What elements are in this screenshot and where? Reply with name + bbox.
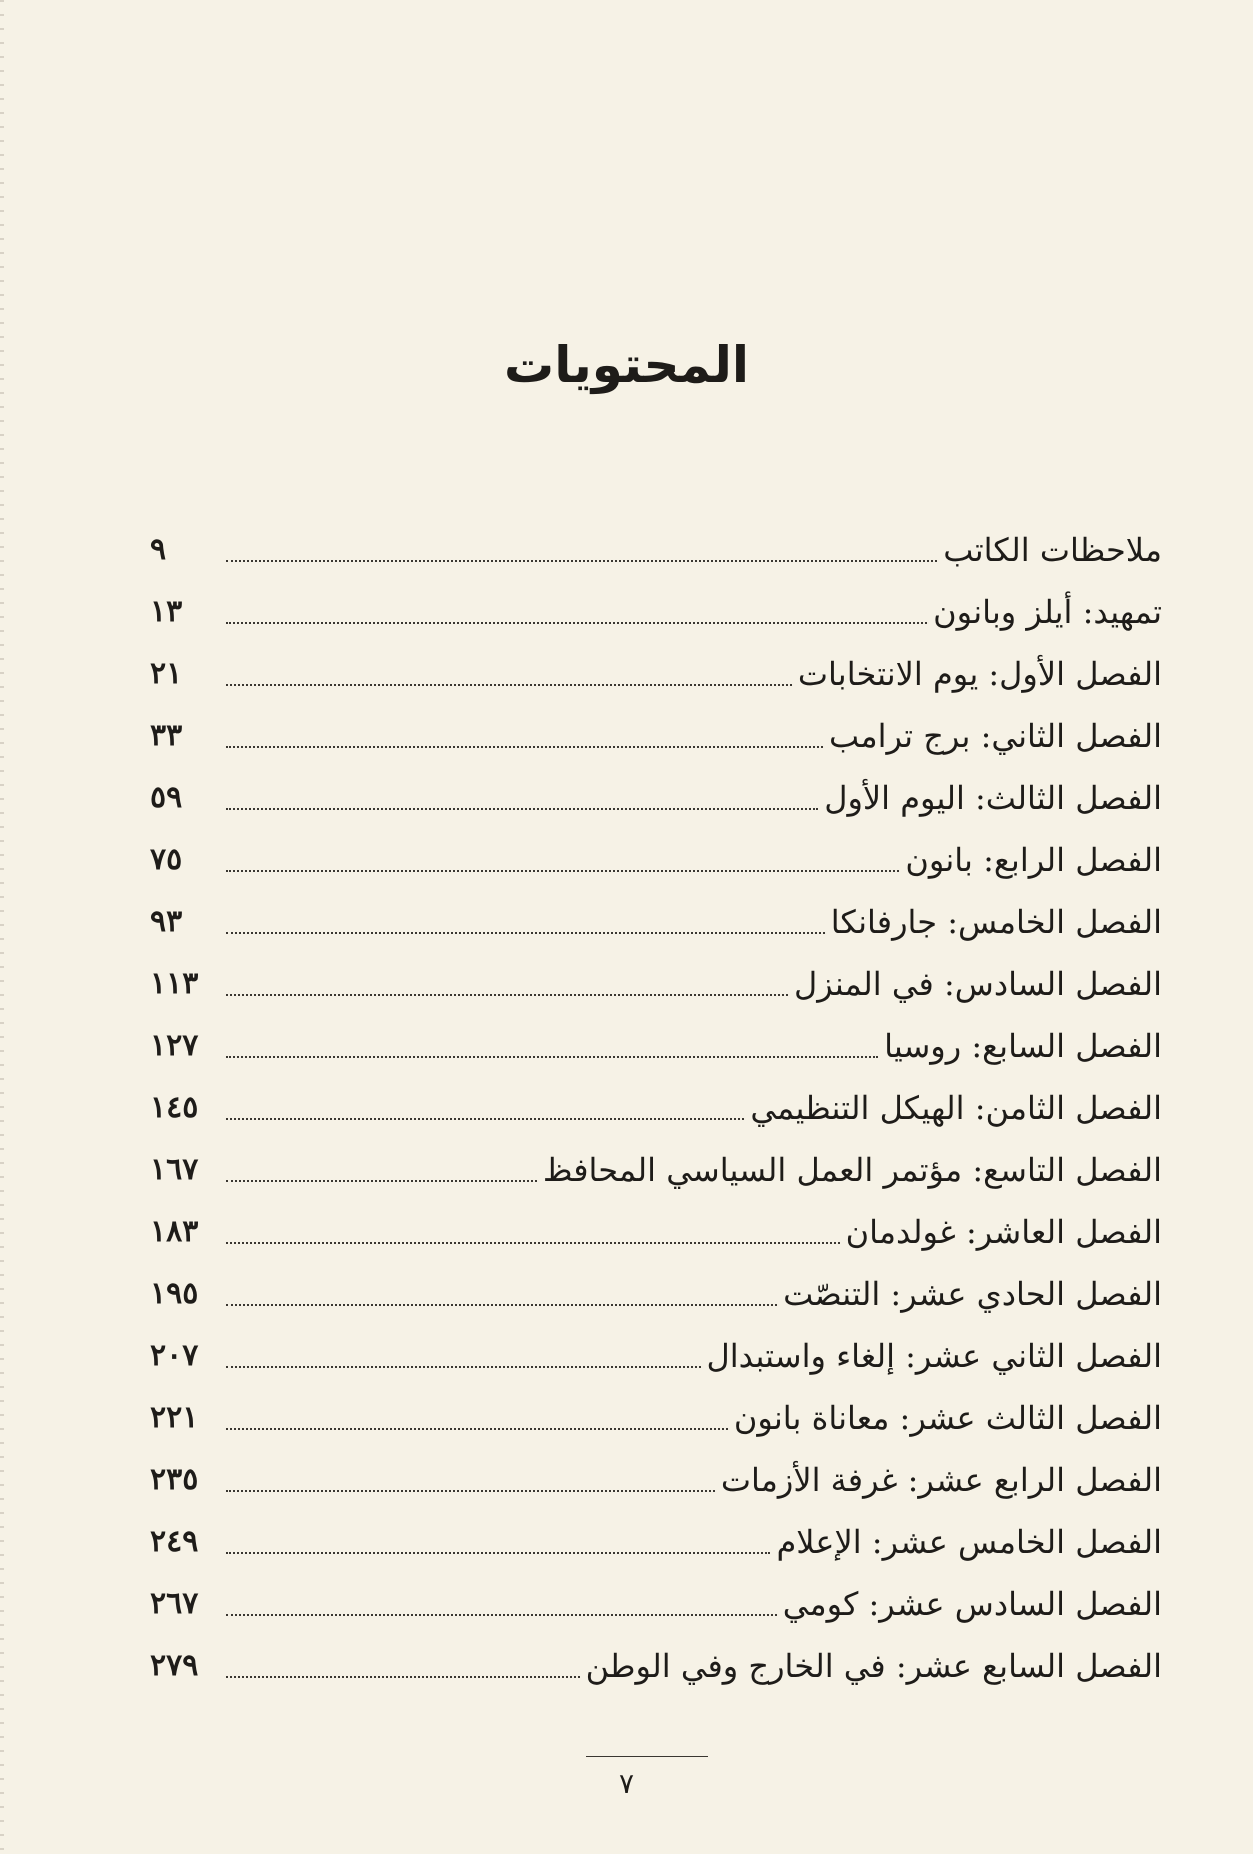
toc-entry-page-number: ٧٥ xyxy=(150,842,183,877)
toc-entry-title: الفصل الثالث عشر: معاناة بانون xyxy=(733,1399,1162,1437)
toc-entry-page-number: ١٣ xyxy=(150,594,183,629)
dot-leader xyxy=(226,1613,777,1616)
dot-leader xyxy=(226,1117,744,1120)
dot-leader xyxy=(226,1179,537,1182)
toc-entry-page-number: ٢٦٧ xyxy=(150,1586,199,1621)
dot-leader xyxy=(226,1675,580,1678)
toc-entry xyxy=(150,1252,1162,1314)
toc-entry xyxy=(150,570,1162,632)
toc-entry-title: الفصل السابع: روسيا xyxy=(884,1027,1162,1065)
toc-entry-title: الفصل السادس عشر: كومي xyxy=(782,1585,1162,1623)
toc-entry-title: الفصل الأول: يوم الانتخابات xyxy=(797,655,1162,693)
page-number: ٧ xyxy=(618,1767,635,1800)
dot-leader xyxy=(226,745,823,748)
toc-entry-page-number: ١٤٥ xyxy=(150,1090,199,1125)
page-binding-edge xyxy=(0,0,4,1854)
toc-entry-page-number: ٢٠٧ xyxy=(150,1338,199,1373)
toc-entry xyxy=(150,632,1162,694)
toc-entry-title: الفصل الخامس: جارفانكا xyxy=(830,903,1162,941)
dot-leader xyxy=(226,621,927,624)
toc-entry-title: الفصل الخامس عشر: الإعلام xyxy=(776,1523,1162,1561)
toc-entry-title: تمهيد: أيلز وبانون xyxy=(933,593,1162,631)
toc-entry xyxy=(150,1128,1162,1190)
dot-leader xyxy=(226,1365,701,1368)
dot-leader xyxy=(226,1489,715,1492)
toc-entry xyxy=(150,942,1162,1004)
toc-entry-title: الفصل الثالث: اليوم الأول xyxy=(824,779,1162,817)
toc-entry-title: الفصل الثامن: الهيكل التنظيمي xyxy=(750,1089,1162,1127)
toc-entry xyxy=(150,1438,1162,1500)
toc-entry-title: الفصل الرابع: بانون xyxy=(905,841,1162,879)
toc-entry-page-number: ١٦٧ xyxy=(150,1152,199,1187)
toc-entry xyxy=(150,756,1162,818)
toc-entry xyxy=(150,1004,1162,1066)
toc-entry-page-number: ٢١ xyxy=(150,656,183,691)
toc-entry xyxy=(150,1562,1162,1624)
dot-leader xyxy=(226,807,818,810)
toc-entry-page-number: ١٩٥ xyxy=(150,1276,199,1311)
toc-entry-title: الفصل الثاني عشر: إلغاء واستبدال xyxy=(706,1337,1162,1375)
toc-entry-title: الفصل التاسع: مؤتمر العمل السياسي المحافظ xyxy=(542,1151,1162,1189)
toc-entry-title: الفصل العاشر: غولدمان xyxy=(845,1213,1162,1251)
toc-entry-title: ملاحظات الكاتب xyxy=(943,531,1162,569)
toc-entry-page-number: ٩ xyxy=(150,532,167,567)
toc-entry-page-number: ٩٣ xyxy=(150,904,183,939)
toc-entry-title: الفصل الحادي عشر: التنصّت xyxy=(783,1275,1162,1313)
dot-leader xyxy=(226,869,899,872)
toc-entry-page-number: ٣٣ xyxy=(150,718,183,753)
dot-leader xyxy=(226,559,937,562)
page-title: المحتويات xyxy=(503,336,750,394)
toc-entry xyxy=(150,1066,1162,1128)
toc-entry-title: الفصل الثاني: برج ترامب xyxy=(829,717,1162,755)
toc-entry-title: الفصل السابع عشر: في الخارج وفي الوطن xyxy=(585,1647,1162,1685)
toc-entry-title: الفصل الرابع عشر: غرفة الأزمات xyxy=(720,1461,1162,1499)
toc-entry xyxy=(150,1500,1162,1562)
dot-leader xyxy=(226,1241,840,1244)
toc-entry-page-number: ١١٣ xyxy=(150,966,199,1001)
footer-rule xyxy=(586,1756,708,1757)
dot-leader xyxy=(226,1427,728,1430)
toc-entry-page-number: ١٨٣ xyxy=(150,1214,199,1249)
dot-leader xyxy=(226,1055,878,1058)
toc-entry xyxy=(150,880,1162,942)
toc-entry xyxy=(150,818,1162,880)
dot-leader xyxy=(226,993,788,996)
toc-entry-page-number: ٢٤٩ xyxy=(150,1524,199,1559)
table-of-contents xyxy=(150,508,1162,1686)
toc-entry-page-number: ٢٧٩ xyxy=(150,1648,199,1683)
toc-entry xyxy=(150,694,1162,756)
dot-leader xyxy=(226,683,792,686)
toc-entry xyxy=(150,1190,1162,1252)
toc-entry xyxy=(150,1314,1162,1376)
dot-leader xyxy=(226,1303,777,1306)
toc-entry xyxy=(150,1376,1162,1438)
dot-leader xyxy=(226,1551,770,1554)
toc-entry-page-number: ٥٩ xyxy=(150,780,183,815)
toc-entry-page-number: ١٢٧ xyxy=(150,1028,199,1063)
toc-entry-page-number: ٢٣٥ xyxy=(150,1462,199,1497)
toc-entry xyxy=(150,508,1162,570)
toc-entry xyxy=(150,1624,1162,1686)
toc-entry-title: الفصل السادس: في المنزل xyxy=(793,965,1162,1003)
dot-leader xyxy=(226,931,825,934)
toc-entry-page-number: ٢٢١ xyxy=(150,1400,199,1435)
